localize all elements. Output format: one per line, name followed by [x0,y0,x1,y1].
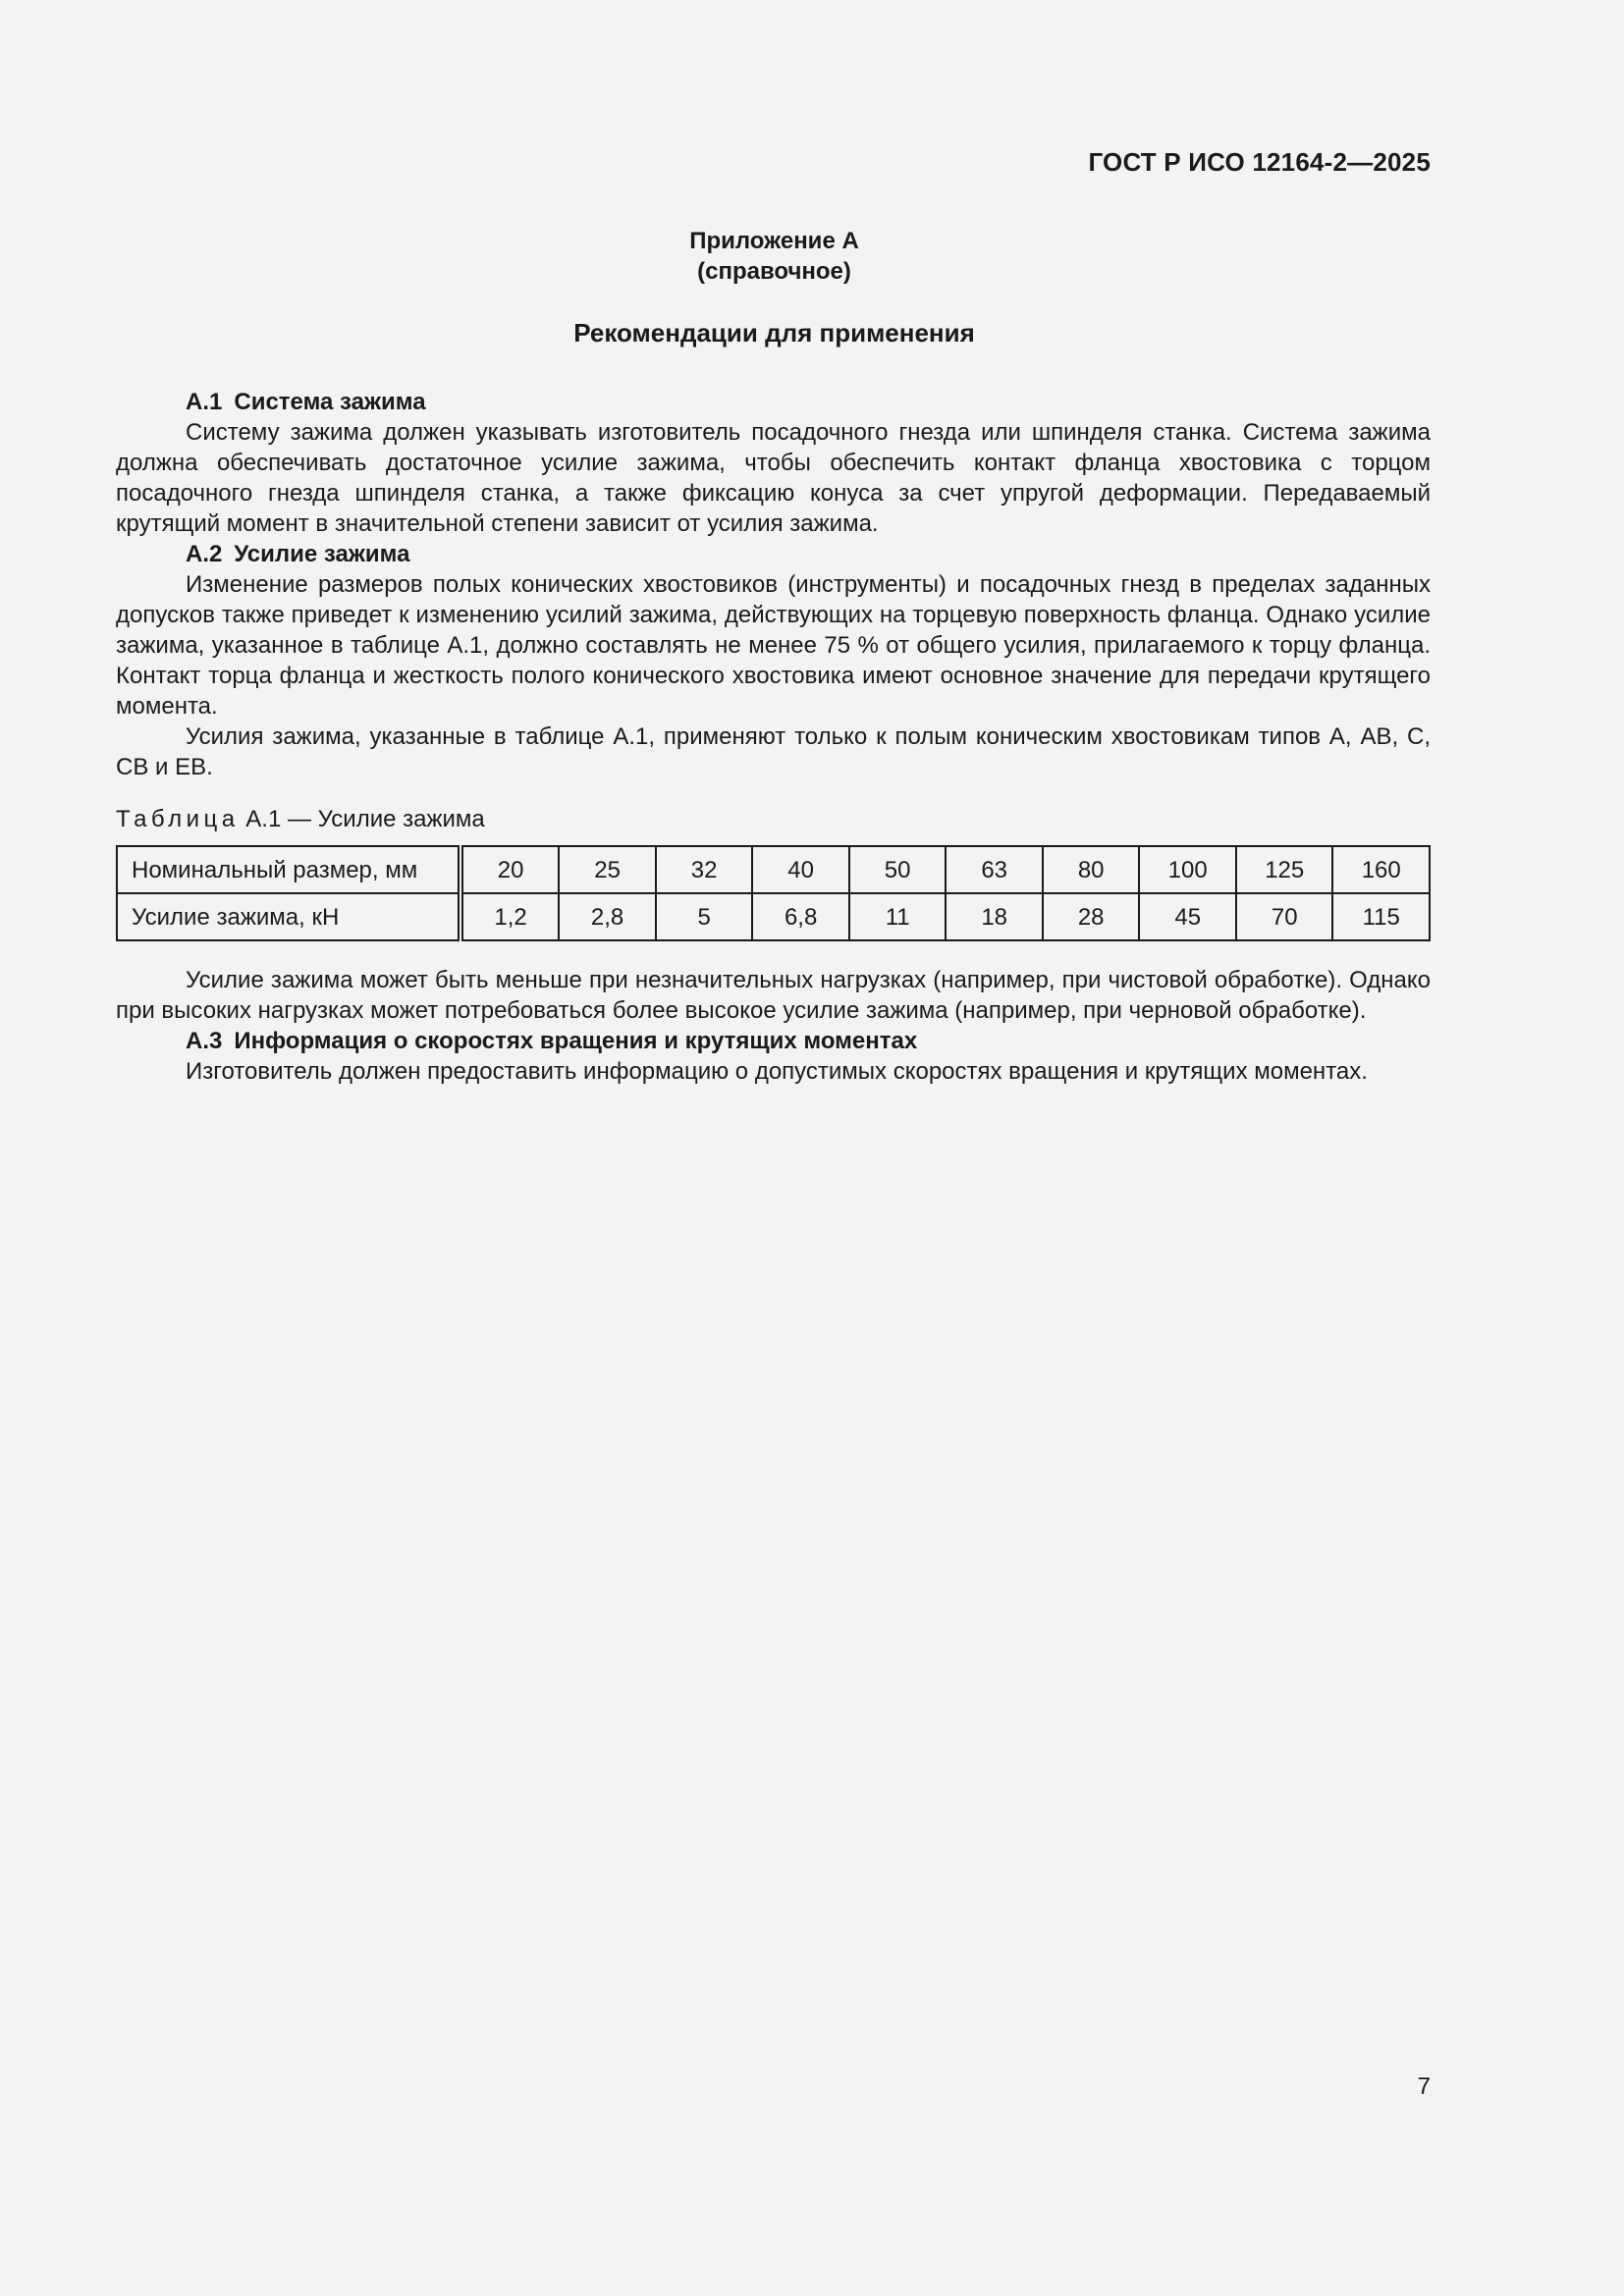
table-caption-text: А.1 — Усилие зажима [245,806,485,832]
page-title: Рекомендации для применения [573,318,975,347]
table-caption [116,804,1431,834]
table-cell: 2,8 [559,893,656,940]
table-cell: 6,8 [752,893,849,940]
table-cell: 100 [1139,846,1236,893]
section-number: А.2 [186,541,223,567]
annex-heading [0,226,1548,287]
section-heading-a1 [116,387,1431,417]
section-number: А.1 [186,389,223,415]
paragraph: Усилие зажима может быть меньше при незначительных нагрузках (например, при чистовой обработке). Однако при высоких нагрузках может потребоваться более высокое усилие зажима (например, при черновой обработке). [116,967,1431,1024]
page-number: 7 [1417,2073,1431,2100]
table-cell: 40 [752,846,849,893]
table-cell: 50 [849,846,947,893]
table-cell: 11 [849,893,947,940]
table-cell: 32 [656,846,753,893]
table-cell: 160 [1332,846,1430,893]
section-heading-a3 [116,1026,1431,1056]
table-cell: 115 [1332,893,1430,940]
section-number: А.3 [186,1028,223,1054]
table-row [117,846,1430,893]
section-heading-a2 [116,539,1431,569]
paragraph: Изменение размеров полых конических хвостовиков (инструменты) и посадочных гнезд в пределах заданных допусков также приведет к изменению усилий зажима, действующих на торцевую поверхность фланца. Однако усилие зажима, указанное в таблице А.1, должно составлять не менее 75 % от общего усилия, прилагаемого к торцу фланца. Контакт торца фланца и жесткость полого конического хвостовика имеют основное значение для передачи крутящего момента. [116,571,1431,720]
row-header: Номинальный размер, мм [117,846,460,893]
paragraph: Изготовитель должен предоставить информацию о допустимых скоростях вращения и крутящих моментах. [186,1058,1368,1085]
paragraph: Усилия зажима, указанные в таблице А.1, применяют только к полым коническим хвостовикам типов А, АВ, С, СВ и ЕВ. [116,723,1431,780]
table-caption-word: Таблица [116,806,240,832]
section-title: Информация о скоростях вращения и крутящих моментах [234,1028,918,1054]
annex-label: Приложение А [689,228,859,254]
section-title: Усилие зажима [234,541,410,567]
table-cell: 45 [1139,893,1236,940]
table-cell: 5 [656,893,753,940]
table-cell: 1,2 [460,893,560,940]
table-cell: 18 [946,893,1043,940]
table-cell: 20 [460,846,560,893]
paragraph: Систему зажима должен указывать изготовитель посадочного гнезда или шпинделя станка. Система зажима должна обеспечивать достаточное усилие зажима, чтобы обеспечить контакт фланца хвостовика с торцом посадочного гнезда шпинделя станка, а также фиксацию конуса за счет упругой деформации. Передаваемый крутящий момент в значительной степени зависит от усилия зажима. [116,419,1431,537]
table-cell: 80 [1043,846,1140,893]
table-row [117,893,1430,940]
table-cell: 70 [1236,893,1333,940]
section-title: Система зажима [234,389,426,415]
row-header: Усилие зажима, кН [117,893,460,940]
document-body [116,387,1431,1087]
clamping-force-table [116,845,1431,941]
annex-type: (справочное) [697,258,851,285]
table-cell: 25 [559,846,656,893]
table-cell: 125 [1236,846,1333,893]
table-cell: 28 [1043,893,1140,940]
table-cell: 63 [946,846,1043,893]
document-code: ГОСТ Р ИСО 12164-2—2025 [1088,147,1431,177]
